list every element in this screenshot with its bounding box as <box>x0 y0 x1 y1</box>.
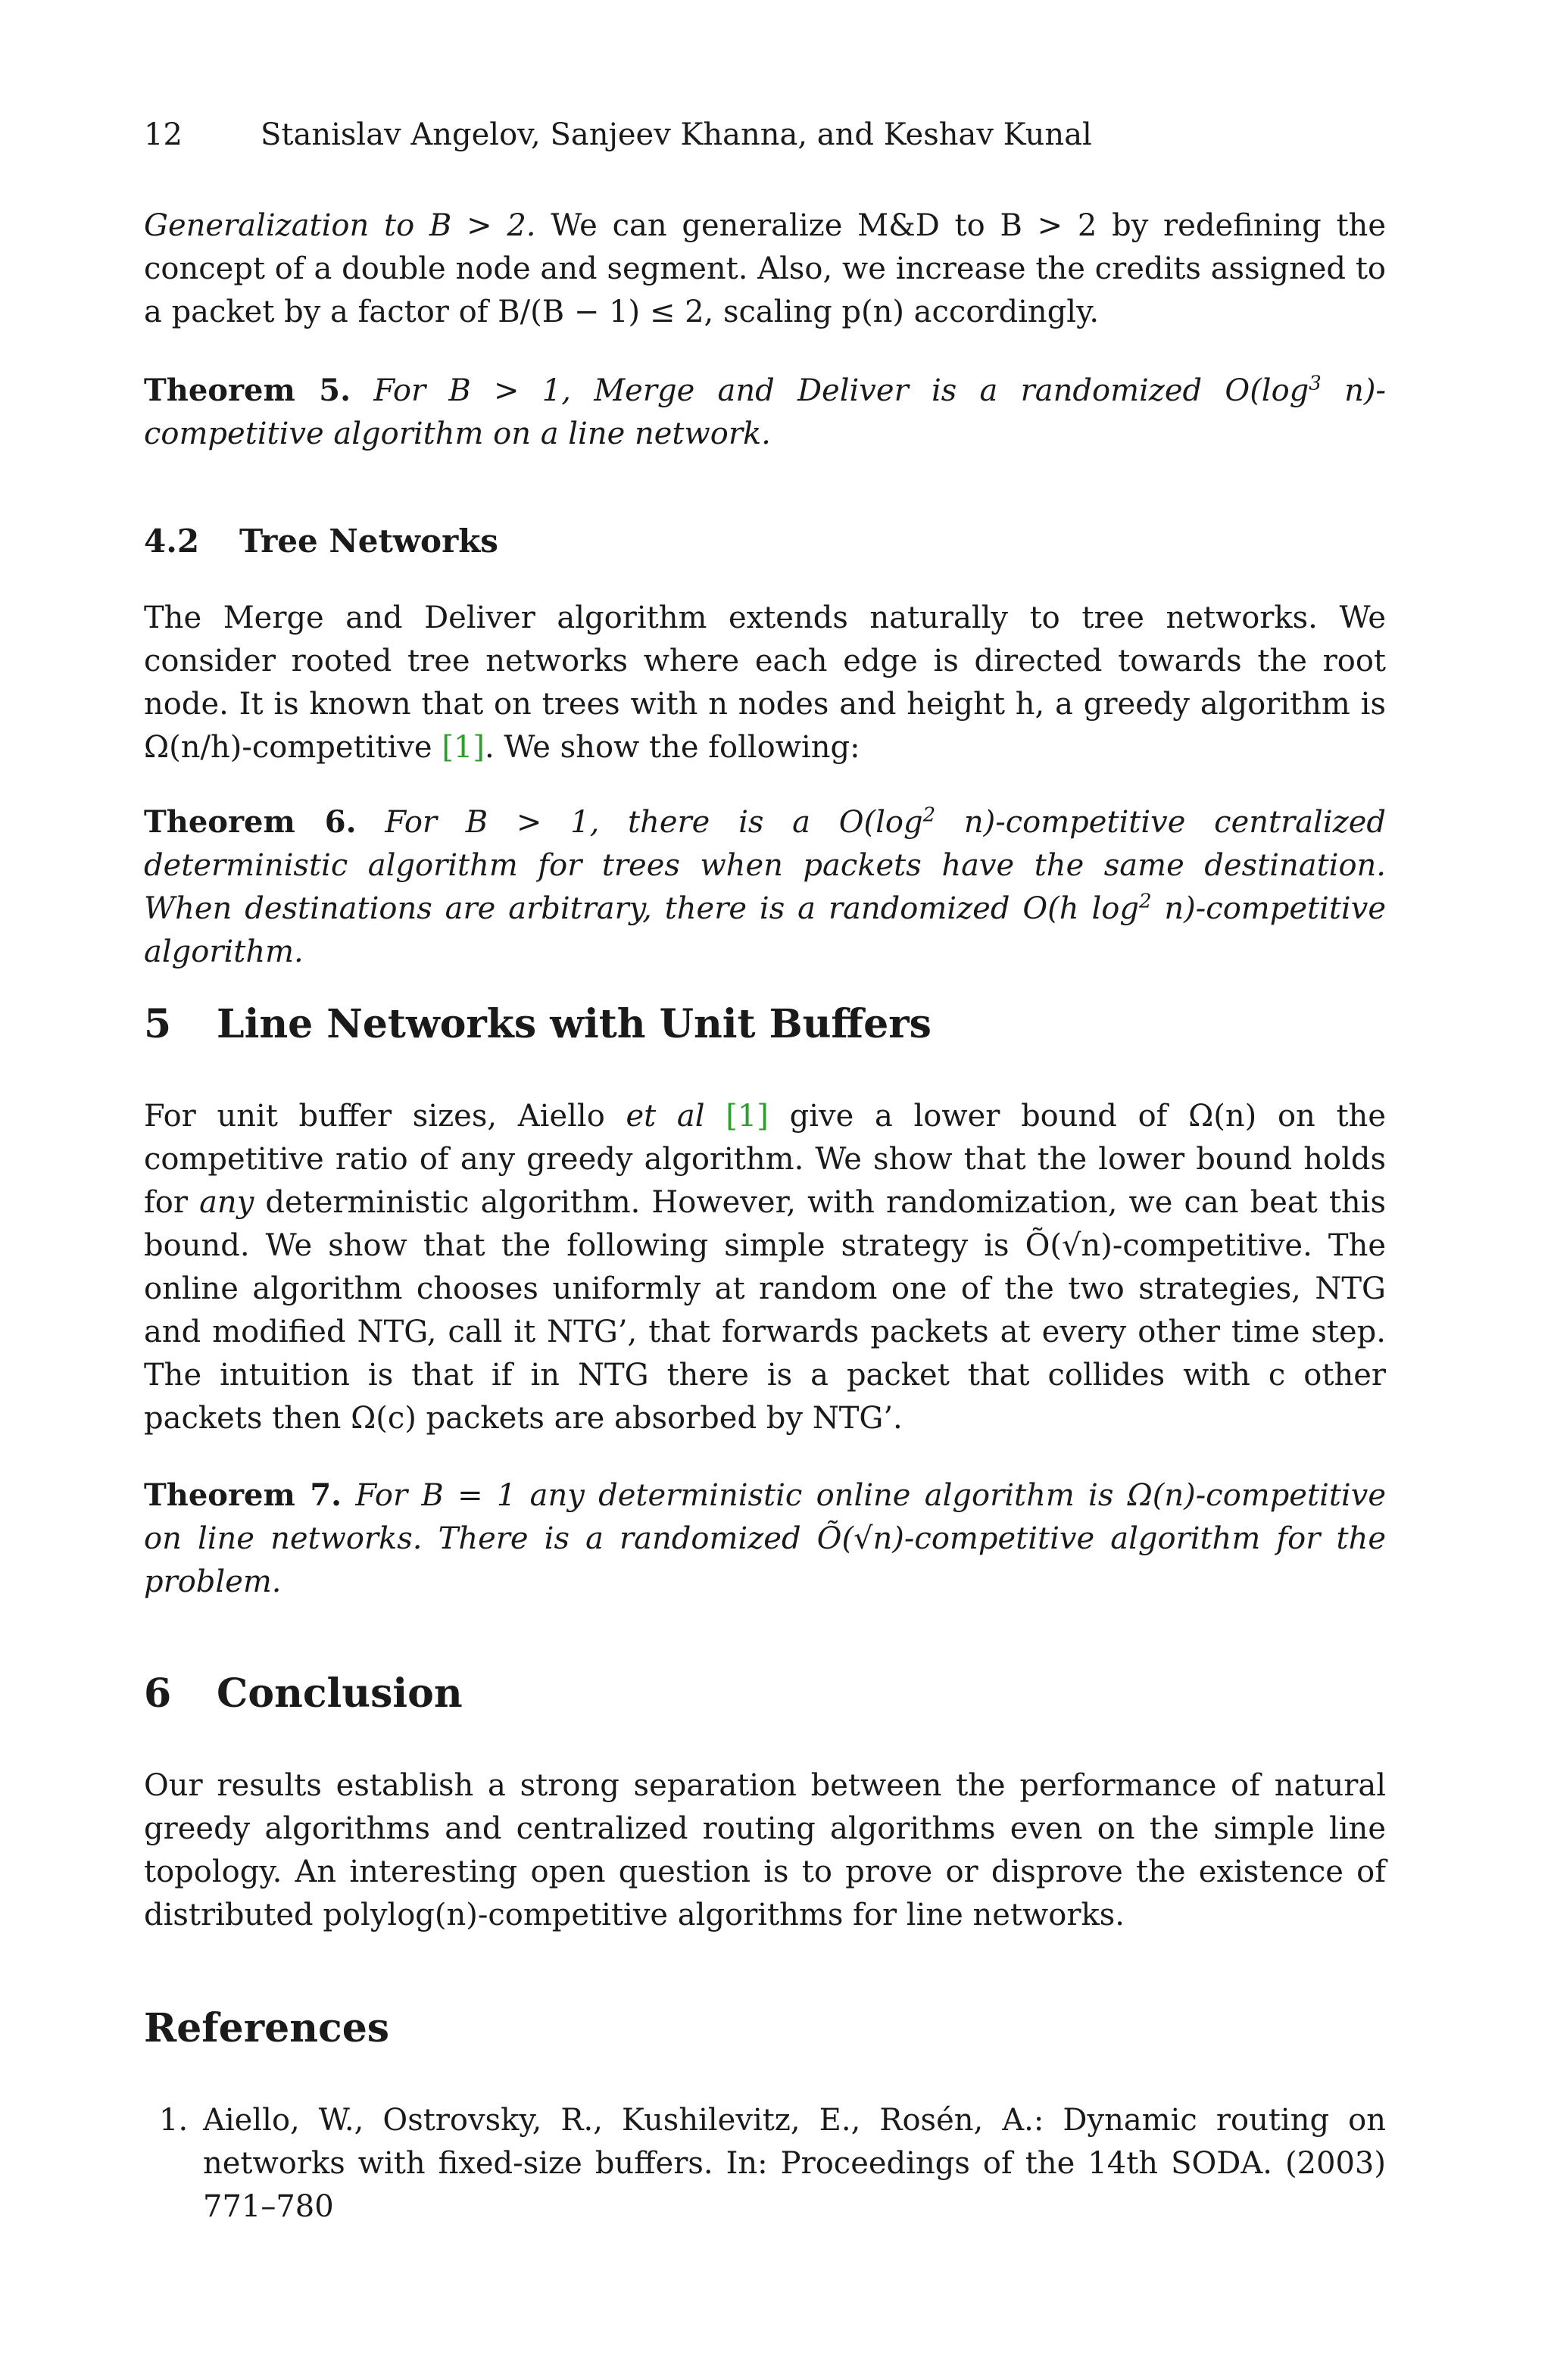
unit-para-space <box>705 1099 726 1134</box>
section-6-heading <box>144 1667 463 1720</box>
section-6-title: Conclusion <box>217 1670 463 1717</box>
generalization-text: We can generalize M&D to B > 2 by redefining the concept of a double node and segment. Also, we increase the credits assigned to a packet by a factor of B/(B − 1) ≤ 2, scaling p(n) accordingly. <box>144 208 1386 329</box>
theorem-6-superscript-1: 2 <box>922 803 936 827</box>
theorem-5-superscript: 3 <box>1309 372 1322 395</box>
theorem-6-text-a: For B > 1, there is a O(log <box>356 805 923 840</box>
any-emphasis: any <box>199 1185 254 1220</box>
conclusion-paragraph: Our results establish a strong separation between the performance of natural greedy algorithms and centralized routing algorithms even on the simple line topology. An interesting open question is to prove or disprove the existence of distributed polylog(n)-competitive algorithms for line networks. <box>144 1768 1386 1932</box>
unit-buffers-paragraph <box>144 1095 1386 1440</box>
unit-para-text-a: For unit buffer sizes, Aiello <box>144 1099 626 1134</box>
section-6-number: 6 <box>144 1670 172 1717</box>
theorem-7-label: Theorem 7. <box>144 1477 342 1513</box>
theorem-5 <box>144 369 1386 456</box>
generalization-lead: Generalization to B > 2. <box>144 208 536 243</box>
unit-para-text-c: deterministic algorithm. However, with randomization, we can beat this bound. We show that the following simple strategy is Õ(√n)-competitive. The online algorithm chooses uniformly at random one of the two strategies, NTG and modified NTG, call it NTG’, that forwards packets at every other time step. The intuition is that if in NTG there is a packet that collides with c other packets then Ω(c) packets are absorbed by NTG’. <box>144 1185 1386 1436</box>
theorem-5-text-a: For B > 1, Merge and Deliver is a randomized O(log <box>351 373 1309 408</box>
theorem-7-text: For B = 1 any deterministic online algorithm is Ω(n)-competitive on line networks. There is a randomized Õ(√n)-competitive algorithm for the problem. <box>144 1478 1386 1599</box>
generalization-paragraph <box>144 204 1386 334</box>
section-4-2-title: Tree Networks <box>239 522 498 560</box>
theorem-6-label: Theorem 6. <box>144 804 357 840</box>
theorem-5-text-b: n)-competitive algorithm on a line network. <box>144 373 1386 451</box>
reference-text: Aiello, W., Ostrovsky, R., Kushilevitz, E., Rosén, A.: Dynamic routing on networks with fixed-size buffers. In: Proceedings of the 14th SODA. (2003) 771–780 <box>203 2103 1386 2224</box>
tree-para-text-a: The Merge and Deliver algorithm extends naturally to tree networks. We consider rooted tree networks where each edge is directed towards the root node. It is known that on trees with n nodes and height h, a greedy algorithm is Ω(n/h)-competitive <box>144 600 1386 765</box>
references-heading: References <box>144 2005 390 2051</box>
section-5-heading <box>144 998 932 1051</box>
running-head-authors: Stanislav Angelov, Sanjeev Khanna, and Keshav Kunal <box>261 117 1092 152</box>
theorem-6-superscript-2: 2 <box>1138 890 1152 913</box>
section-4-2-heading <box>144 519 498 563</box>
page-number: 12 <box>144 117 183 152</box>
theorem-6 <box>144 800 1386 974</box>
tree-para-text-b: . We show the following: <box>484 730 860 765</box>
reference-number: 1. <box>159 2103 189 2138</box>
theorem-5-label: Theorem 5. <box>144 373 351 408</box>
theorem-6-text-c: n)-competitive algorithm. <box>144 891 1386 969</box>
unit-para-text-b: give a lower bound of Ω(n) on the competitive ratio of any greedy algorithm. We show that the lower bound holds for <box>144 1099 1386 1220</box>
et-al-text: et al <box>626 1099 705 1134</box>
section-4-2-number: 4.2 <box>144 522 200 560</box>
section-5-title: Line Networks with Unit Buffers <box>217 1001 932 1047</box>
theorem-6-text-b: n)-competitive centralized deterministic algorithm for trees when packets have the same destination. When destinations are arbitrary, there is a randomized O(h log <box>144 805 1386 926</box>
citation-link[interactable]: [1] <box>442 730 485 765</box>
section-5-number: 5 <box>144 1001 172 1047</box>
tree-networks-paragraph <box>144 597 1386 769</box>
citation-link[interactable]: [1] <box>726 1099 769 1134</box>
theorem-7 <box>144 1474 1386 1604</box>
